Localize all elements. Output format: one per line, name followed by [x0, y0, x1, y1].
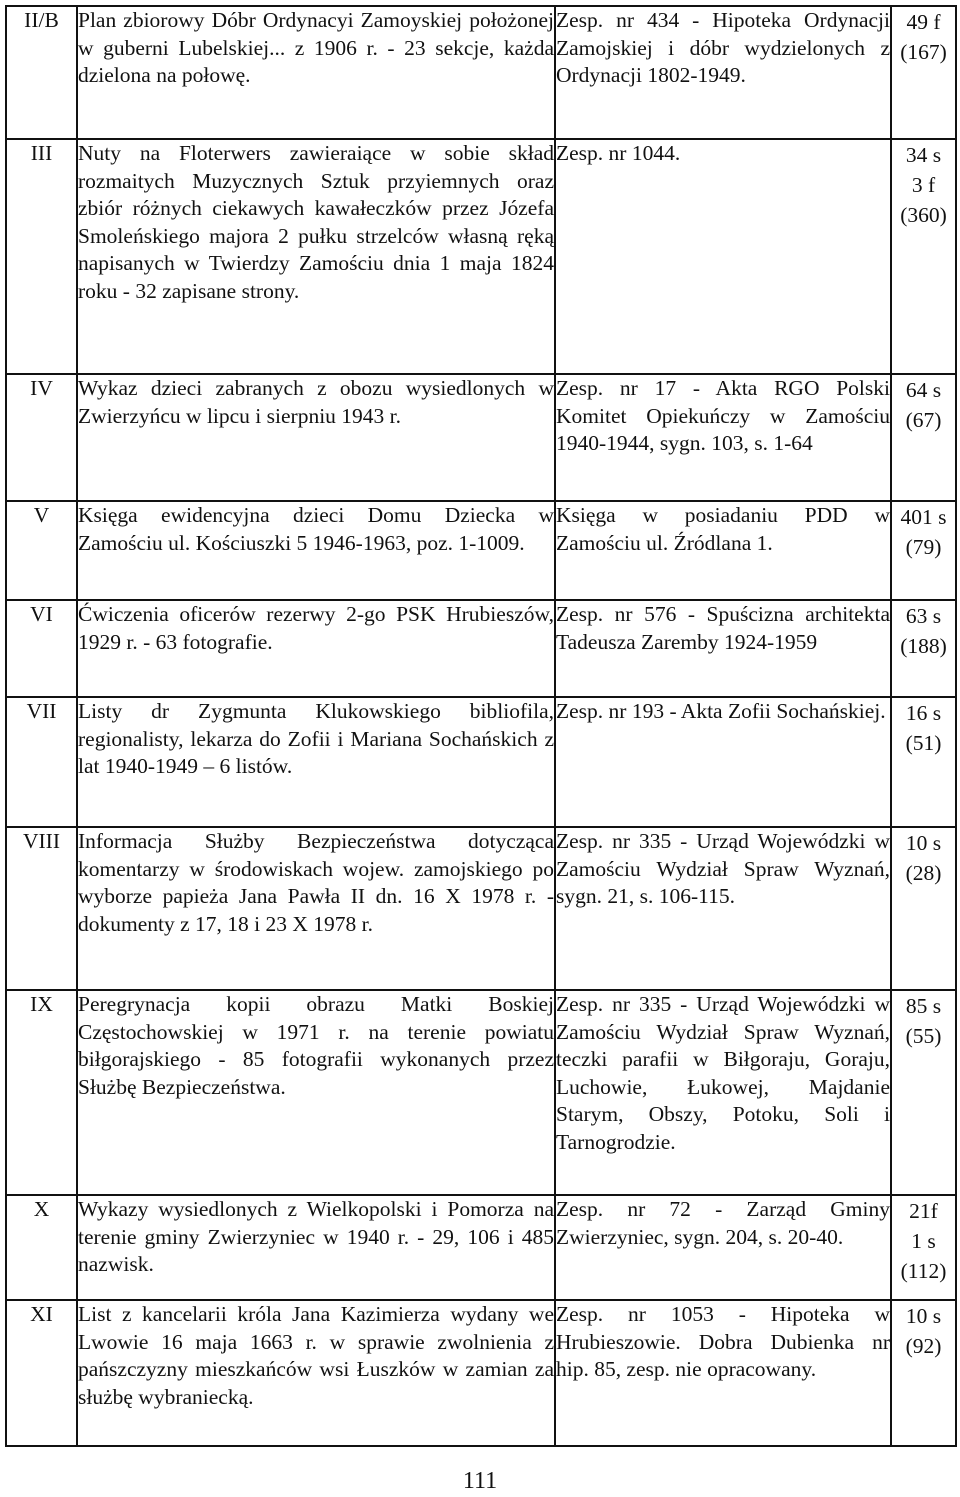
- quantity-line: (55): [905, 1024, 942, 1048]
- quantity-cell: [891, 501, 956, 600]
- quantity-line: 10 s: [905, 1304, 942, 1328]
- source-cell: [555, 374, 891, 501]
- quantity-cell: [891, 990, 956, 1195]
- table-row: [6, 374, 956, 501]
- description-cell: [77, 827, 555, 990]
- source-cell: [555, 501, 891, 600]
- row-number-cell: [6, 501, 77, 600]
- row-source: Zesp. nr 72 - Zarząd Gminy Zwierzyniec, sygn. 204, s. 20-40.: [556, 1197, 890, 1249]
- quantity-cell: [891, 827, 956, 990]
- row-number: IX: [30, 992, 53, 1016]
- quantity-cell: [891, 600, 956, 697]
- row-number-cell: [6, 6, 77, 139]
- quantity-line: 63 s: [905, 604, 942, 628]
- table-row: [6, 827, 956, 990]
- source-cell: [555, 990, 891, 1195]
- table-row: [6, 600, 956, 697]
- table-body: [6, 6, 956, 1446]
- quantity-line: (51): [905, 731, 942, 755]
- document-table: [5, 5, 957, 1447]
- description-cell: [77, 6, 555, 139]
- quantity-cell: [891, 374, 956, 501]
- quantity-line: 3 f: [911, 173, 936, 197]
- description-cell: [77, 139, 555, 374]
- quantity-cell: [891, 6, 956, 139]
- table-row: [6, 990, 956, 1195]
- row-number: V: [33, 503, 50, 527]
- description-cell: [77, 374, 555, 501]
- quantity-line: (112): [900, 1259, 947, 1283]
- quantity-cell: [891, 1195, 956, 1300]
- table-row: [6, 1300, 956, 1446]
- quantity-line: 16 s: [905, 701, 942, 725]
- quantity-cell: [891, 139, 956, 374]
- row-number-cell: [6, 827, 77, 990]
- row-description: Informacja Służby Bezpieczeństwa dotycząca komentarzy w środowiskach wojew. zamojskiego po wyborze papieża Jana Pawła II dn. 16 X 1978 r. - dokumenty z 17, 18 i 23 X 1978 r.: [78, 829, 554, 936]
- quantity-line: (92): [905, 1334, 942, 1358]
- row-number-cell: [6, 139, 77, 374]
- row-number: VI: [30, 602, 53, 626]
- row-source: Zesp. nr 1044.: [556, 141, 681, 165]
- row-description: Ćwiczenia oficerów rezerwy 2-go PSK Hrubieszów, 1929 r. - 63 fotografie.: [78, 602, 554, 654]
- row-description: List z kancelarii króla Jana Kazimierza wydany we Lwowie 16 maja 1663 r. w sprawie zwolnienia z pańszczyzny mieszkańców wsi Łuszków w zamian za służbę wybraniecką.: [78, 1302, 554, 1409]
- quantity-line: 49 f: [906, 10, 941, 34]
- quantity-cell: [891, 1300, 956, 1446]
- row-source: Zesp. nr 335 - Urząd Wojewódzki w Zamościu Wydział Spraw Wyznań, teczki parafii w Biłgoraju, Goraju, Luchowie, Łukowej, Majdanie Starym, Obszy, Potoku, Soli i Tarnogrodzie.: [556, 992, 890, 1154]
- row-number: VIII: [22, 829, 60, 853]
- quantity-line: 401 s: [900, 505, 947, 529]
- row-number-cell: [6, 374, 77, 501]
- source-cell: [555, 1195, 891, 1300]
- source-cell: [555, 827, 891, 990]
- description-cell: [77, 501, 555, 600]
- row-description: Plan zbiorowy Dóbr Ordynacyi Zamoyskiej położonej w guberni Lubelskiej... z 1906 r. - 23 sekcje, każda dzielona na połowę.: [78, 8, 554, 87]
- source-cell: [555, 139, 891, 374]
- row-source: Zesp. nr 193 - Akta Zofii Sochańskiej.: [556, 699, 886, 723]
- row-number-cell: [6, 697, 77, 827]
- row-number: XI: [30, 1302, 53, 1326]
- table-row: [6, 697, 956, 827]
- quantity-line: 10 s: [905, 831, 942, 855]
- row-source: Zesp. nr 576 - Spuścizna architekta Tadeusza Zaremby 1924-1959: [556, 602, 890, 654]
- row-number-cell: [6, 990, 77, 1195]
- table-row: [6, 139, 956, 374]
- row-number-cell: [6, 600, 77, 697]
- row-number: VII: [26, 699, 57, 723]
- description-cell: [77, 1300, 555, 1446]
- description-cell: [77, 990, 555, 1195]
- row-number: IV: [30, 376, 53, 400]
- source-cell: [555, 6, 891, 139]
- row-description: Wykazy wysiedlonych z Wielkopolski i Pomorza na terenie gminy Zwierzyniec w 1940 r. - 29, 106 i 485 nazwisk.: [78, 1197, 554, 1276]
- row-description: Peregrynacja kopii obrazu Matki Boskiej Częstochowskiej w 1971 r. na terenie powiatu biłgorajskiego - 85 fotografii wykonanych przez Służbę Bezpieczeństwa.: [78, 992, 554, 1099]
- table-row: [6, 6, 956, 139]
- source-cell: [555, 600, 891, 697]
- row-source: Zesp. nr 335 - Urząd Wojewódzki w Zamościu Wydział Spraw Wyznań, sygn. 21, s. 106-115.: [556, 829, 890, 908]
- row-number: III: [30, 141, 53, 165]
- quantity-line: (79): [905, 535, 942, 559]
- row-number-cell: [6, 1195, 77, 1300]
- quantity-cell: [891, 697, 956, 827]
- row-number: X: [33, 1197, 50, 1221]
- table-row: [6, 501, 956, 600]
- description-cell: [77, 1195, 555, 1300]
- quantity-line: 64 s: [905, 378, 942, 402]
- quantity-line: 34 s: [905, 143, 942, 167]
- quantity-line: (360): [900, 203, 947, 227]
- row-number-cell: [6, 1300, 77, 1446]
- row-description: Księga ewidencyjna dzieci Domu Dziecka w Zamościu ul. Kościuszki 5 1946-1963, poz. 1-1009.: [78, 503, 554, 555]
- quantity-line: (167): [900, 40, 947, 64]
- row-description: Listy dr Zygmunta Klukowskiego bibliofila, regionalisty, lekarza do Zofii i Mariana Sochańskich z lat 1940-1949 – 6 listów.: [78, 699, 554, 778]
- row-source: Zesp. nr 1053 - Hipoteka w Hrubieszowie. Dobra Dubienka nr hip. 85, zesp. nie opracowany.: [556, 1302, 890, 1381]
- quantity-line: (28): [905, 861, 942, 885]
- row-source: Zesp. nr 17 - Akta RGO Polski Komitet Opiekuńczy w Zamościu 1940-1944, sygn. 103, s. 1-64: [556, 376, 890, 455]
- description-cell: [77, 697, 555, 827]
- page-number: 111: [462, 1468, 498, 1494]
- row-source: Księga w posiadaniu PDD w Zamościu ul. Źródlana 1.: [556, 503, 890, 555]
- row-number: II/B: [24, 8, 59, 32]
- row-source: Zesp. nr 434 - Hipoteka Ordynacji Zamojskiej i dóbr wydzielonych z Ordynacji 1802-1949.: [556, 8, 890, 87]
- quantity-line: 1 s: [911, 1229, 936, 1253]
- quantity-line: (67): [905, 408, 942, 432]
- quantity-line: 21f: [909, 1199, 938, 1223]
- quantity-line: (188): [900, 634, 947, 658]
- row-description: Wykaz dzieci zabranych z obozu wysiedlonych w Zwierzyńcu w lipcu i sierpniu 1943 r.: [78, 376, 554, 428]
- quantity-line: 85 s: [905, 994, 942, 1018]
- source-cell: [555, 1300, 891, 1446]
- source-cell: [555, 697, 891, 827]
- table-row: [6, 1195, 956, 1300]
- row-description: Nuty na Floterwers zawieraiące w sobie skład rozmaitych Muzycznych Sztuk przyiemnych oraz zbiór różnych ciekawych kawałeczków przez Józefa Smoleńskiego majora 2 pułku strzelców własną ręką napisanych w Twierdzy Zamościu dnia 1 maja 1824 roku - 32 zapisane strony.: [78, 141, 554, 303]
- description-cell: [77, 600, 555, 697]
